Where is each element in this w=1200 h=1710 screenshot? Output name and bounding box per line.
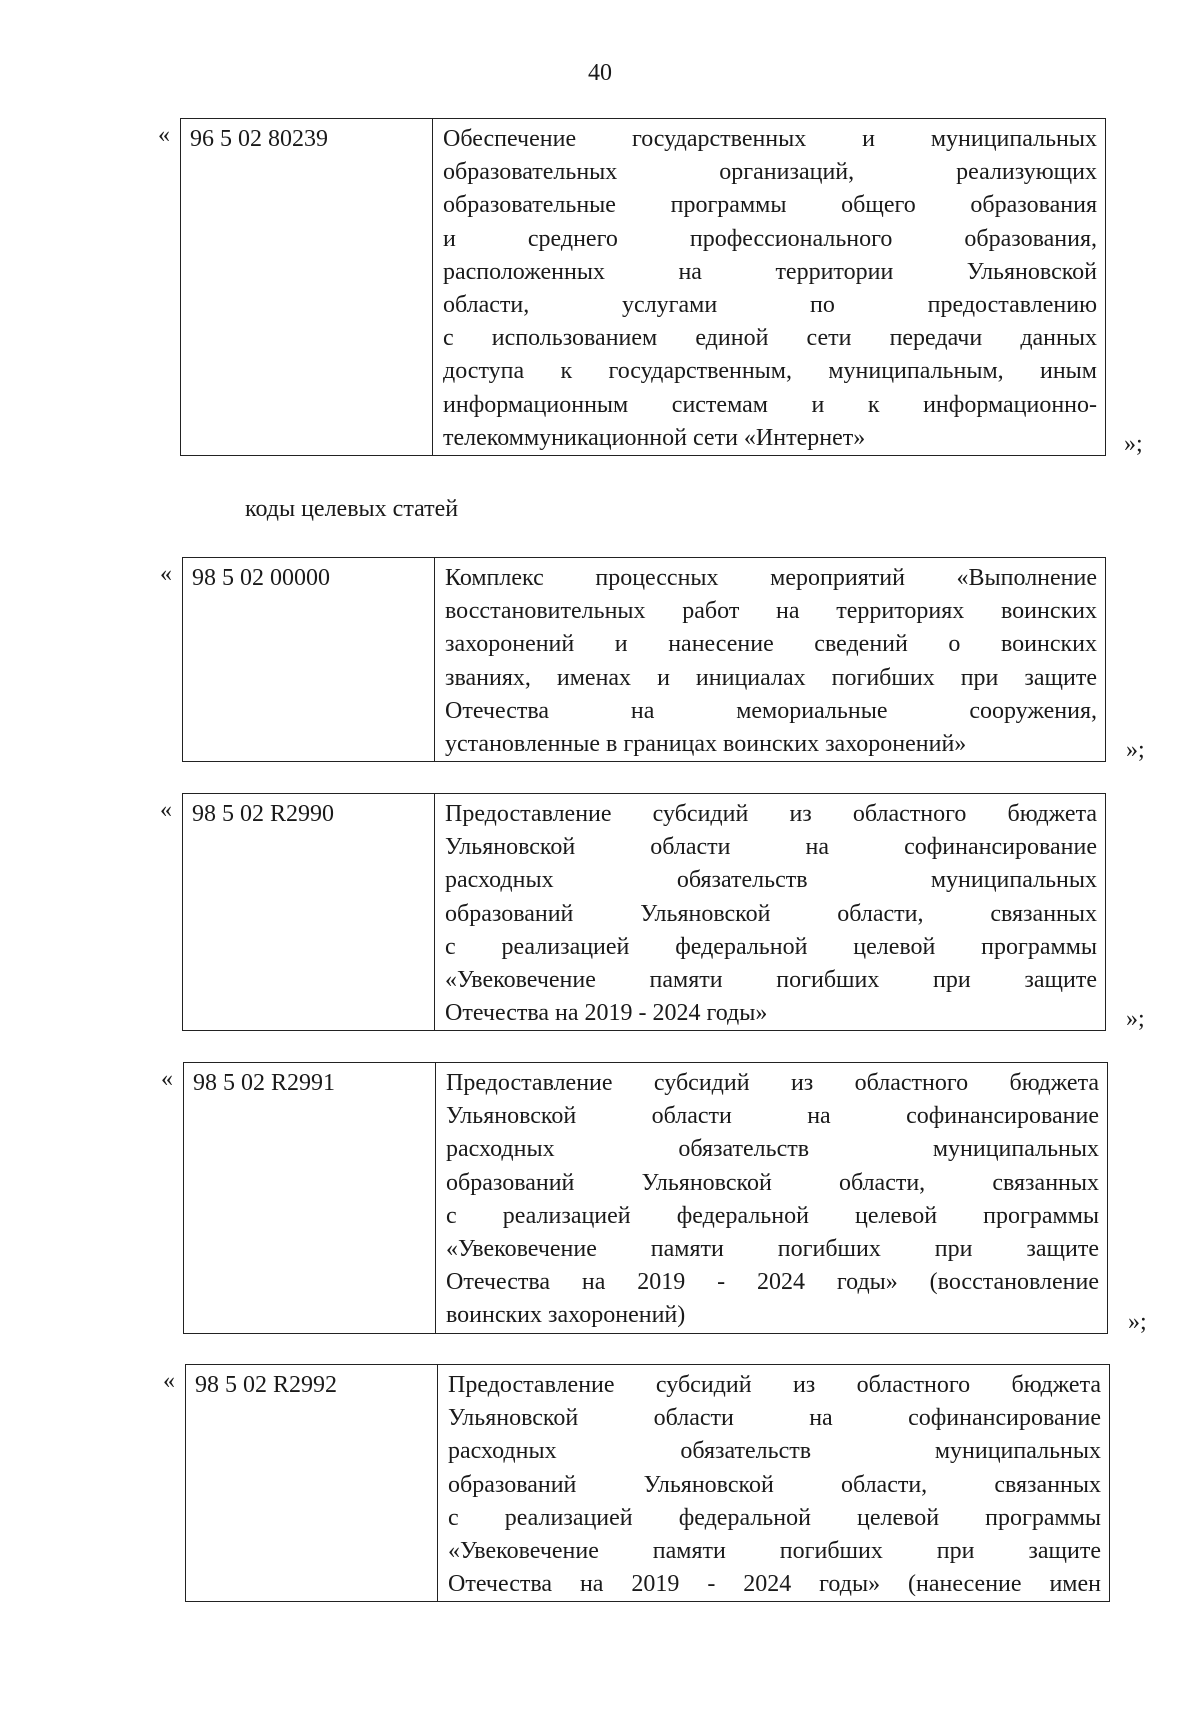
close-quote: »; xyxy=(1124,431,1143,458)
code-table xyxy=(182,793,1106,1031)
description-line: образований Ульяновской области, связанных xyxy=(445,900,1097,927)
description-line: доступа к государственным, муниципальным, иным xyxy=(443,358,1097,385)
description-cell xyxy=(438,1365,1110,1602)
code-cell: 98 5 02 R2991 xyxy=(184,1063,436,1334)
description-line: Отечества на 2019 - 2024 годы» (восстановление xyxy=(446,1269,1099,1296)
description-line: образовательные программы общего образования xyxy=(443,192,1097,219)
description-line: образований Ульяновской области, связанных xyxy=(446,1169,1099,1196)
open-quote: « xyxy=(161,1066,173,1092)
code-cell: 98 5 02 R2990 xyxy=(183,794,435,1031)
description-line: Комплекс процессных мероприятий «Выполнение xyxy=(445,565,1097,591)
description-line: с реализацией федеральной целевой программы xyxy=(446,1202,1099,1229)
description-line: телекоммуникационной сети «Интернет» xyxy=(443,424,866,451)
code-table xyxy=(185,1364,1110,1602)
description-line: «Увековечение памяти погибших при защите xyxy=(445,967,1097,994)
description-line: информационным системам и к информационно- xyxy=(443,391,1097,418)
close-quote: »; xyxy=(1126,737,1145,764)
table-row xyxy=(181,119,1106,456)
code-table xyxy=(182,557,1106,762)
description-line: расходных обязательств муниципальных xyxy=(448,1438,1101,1465)
description-cell xyxy=(435,794,1106,1031)
description-line: образований Ульяновской области, связанных xyxy=(448,1471,1101,1498)
description-cell xyxy=(436,1063,1108,1334)
description-line: Отечества на 2019 - 2024 годы» (нанесение имен xyxy=(448,1571,1101,1598)
intro-text: коды целевых статей xyxy=(245,496,459,522)
description-line: расходных обязательств муниципальных xyxy=(446,1136,1099,1163)
description-line: Отечества на 2019 - 2024 годы» xyxy=(445,1000,768,1027)
table-row xyxy=(183,794,1106,1031)
description-line: образовательных организаций, реализующих xyxy=(443,159,1097,186)
description-line: и среднего профессионального образования, xyxy=(443,225,1097,252)
description-line: захоронений и нанесение сведений о воинских xyxy=(445,631,1097,658)
description-line: Ульяновской области на софинансирование xyxy=(448,1405,1101,1432)
code-block xyxy=(160,557,1145,764)
code-table xyxy=(180,118,1106,456)
description-line: званиях, именах и инициалах погибших при защите xyxy=(445,664,1097,691)
open-quote: « xyxy=(163,1368,175,1394)
description-line: с реализацией федеральной целевой программы xyxy=(448,1504,1101,1531)
description-line: Предоставление субсидий из областного бюджета xyxy=(448,1372,1101,1398)
description-line: восстановительных работ на территориях воинских xyxy=(445,598,1097,625)
open-quote: « xyxy=(160,797,172,823)
description-line: «Увековечение памяти погибших при защите xyxy=(446,1236,1099,1263)
open-quote: « xyxy=(160,561,172,587)
close-quote: »; xyxy=(1128,1308,1147,1335)
description-line: с использованием единой сети передачи данных xyxy=(443,325,1097,352)
code-cell: 96 5 02 80239 xyxy=(181,119,433,456)
description-line: Ульяновской области на софинансирование xyxy=(445,834,1097,861)
description-line: «Увековечение памяти погибших при защите xyxy=(448,1538,1101,1565)
description-cell xyxy=(433,119,1106,456)
close-quote: »; xyxy=(1126,1006,1145,1033)
description-line: Предоставление субсидий из областного бюджета xyxy=(446,1070,1099,1096)
table-row xyxy=(183,558,1106,762)
description-cell xyxy=(435,558,1106,762)
code-table xyxy=(183,1062,1108,1334)
code-cell: 98 5 02 R2992 xyxy=(186,1365,438,1602)
code-block xyxy=(163,1364,1110,1602)
description-line: Ульяновской области на софинансирование xyxy=(446,1103,1099,1130)
description-line: воинских захоронений) xyxy=(446,1302,686,1329)
code-block xyxy=(161,1062,1147,1335)
description-line: Предоставление субсидий из областного бюджета xyxy=(445,801,1097,827)
code-cell: 98 5 02 00000 xyxy=(183,558,435,762)
code-block xyxy=(158,118,1143,458)
table-row xyxy=(186,1365,1110,1602)
page-number: 40 xyxy=(588,60,612,86)
open-quote: « xyxy=(158,122,170,148)
description-line: установленные в границах воинских захоронений» xyxy=(445,731,967,758)
description-line: Обеспечение государственных и муниципальных xyxy=(443,126,1097,152)
code-block xyxy=(160,793,1145,1033)
description-line: расположенных на территории Ульяновской xyxy=(443,258,1097,285)
description-line: с реализацией федеральной целевой программы xyxy=(445,933,1097,960)
description-line: Отечества на мемориальные сооружения, xyxy=(445,697,1097,724)
description-line: расходных обязательств муниципальных xyxy=(445,867,1097,894)
table-row xyxy=(184,1063,1108,1334)
description-line: области, услугами по предоставлению xyxy=(443,292,1097,319)
